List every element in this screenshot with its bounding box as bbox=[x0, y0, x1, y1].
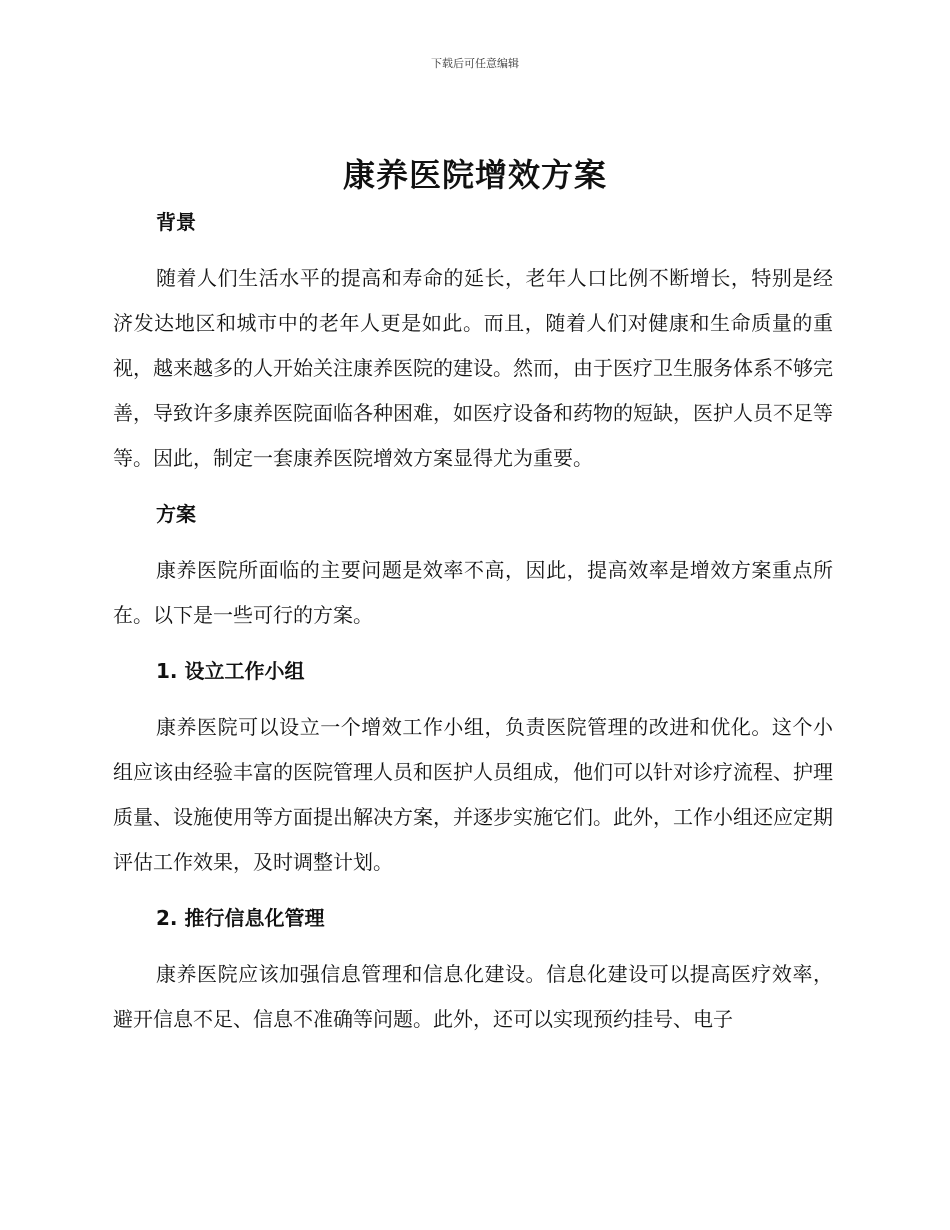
page-header-note: 下载后可任意编辑 bbox=[431, 57, 519, 70]
section-paragraph-plan: 康养医院所面临的主要问题是效率不高，因此，提高效率是增效方案重点所在。以下是一些可行的方案。 bbox=[113, 558, 833, 627]
section-paragraph-working-group: 康养医院可以设立一个增效工作小组，负责医院管理的改进和优化。这个小组应该由经验丰富的医院管理人员和医护人员组成，他们可以针对诊疗流程、护理质量、设施使用等方面提出解决方案，并逐步实施它们。此外，工作小组还应定期评估工作效果，及时调整计划。 bbox=[113, 715, 833, 874]
document-title: 康养医院增效方案 bbox=[342, 156, 607, 194]
section-heading-informatization: 2. 推行信息化管理 bbox=[156, 906, 325, 930]
section-heading-background: 背景 bbox=[156, 210, 196, 234]
section-paragraph-informatization: 康养医院应该加强信息管理和信息化建设。信息化建设可以提高医疗效率，避开信息不足、信息不准确等问题。此外，还可以实现预约挂号、电子 bbox=[113, 962, 833, 1031]
section-paragraph-background: 随着人们生活水平的提高和寿命的延长，老年人口比例不断增长，特别是经济发达地区和城市中的老年人更是如此。而且，随着人们对健康和生命质量的重视，越来越多的人开始关注康养医院的建设。然而，由于医疗卫生服务体系不够完善，导致许多康养医院面临各种困难，如医疗设备和药物的短缺，医护人员不足等等。因此，制定一套康养医院增效方案显得尤为重要。 bbox=[113, 266, 833, 470]
section-heading-working-group: 1. 设立工作小组 bbox=[156, 659, 305, 683]
document-body bbox=[113, 200, 833, 1042]
section-heading-plan: 方案 bbox=[156, 502, 196, 526]
